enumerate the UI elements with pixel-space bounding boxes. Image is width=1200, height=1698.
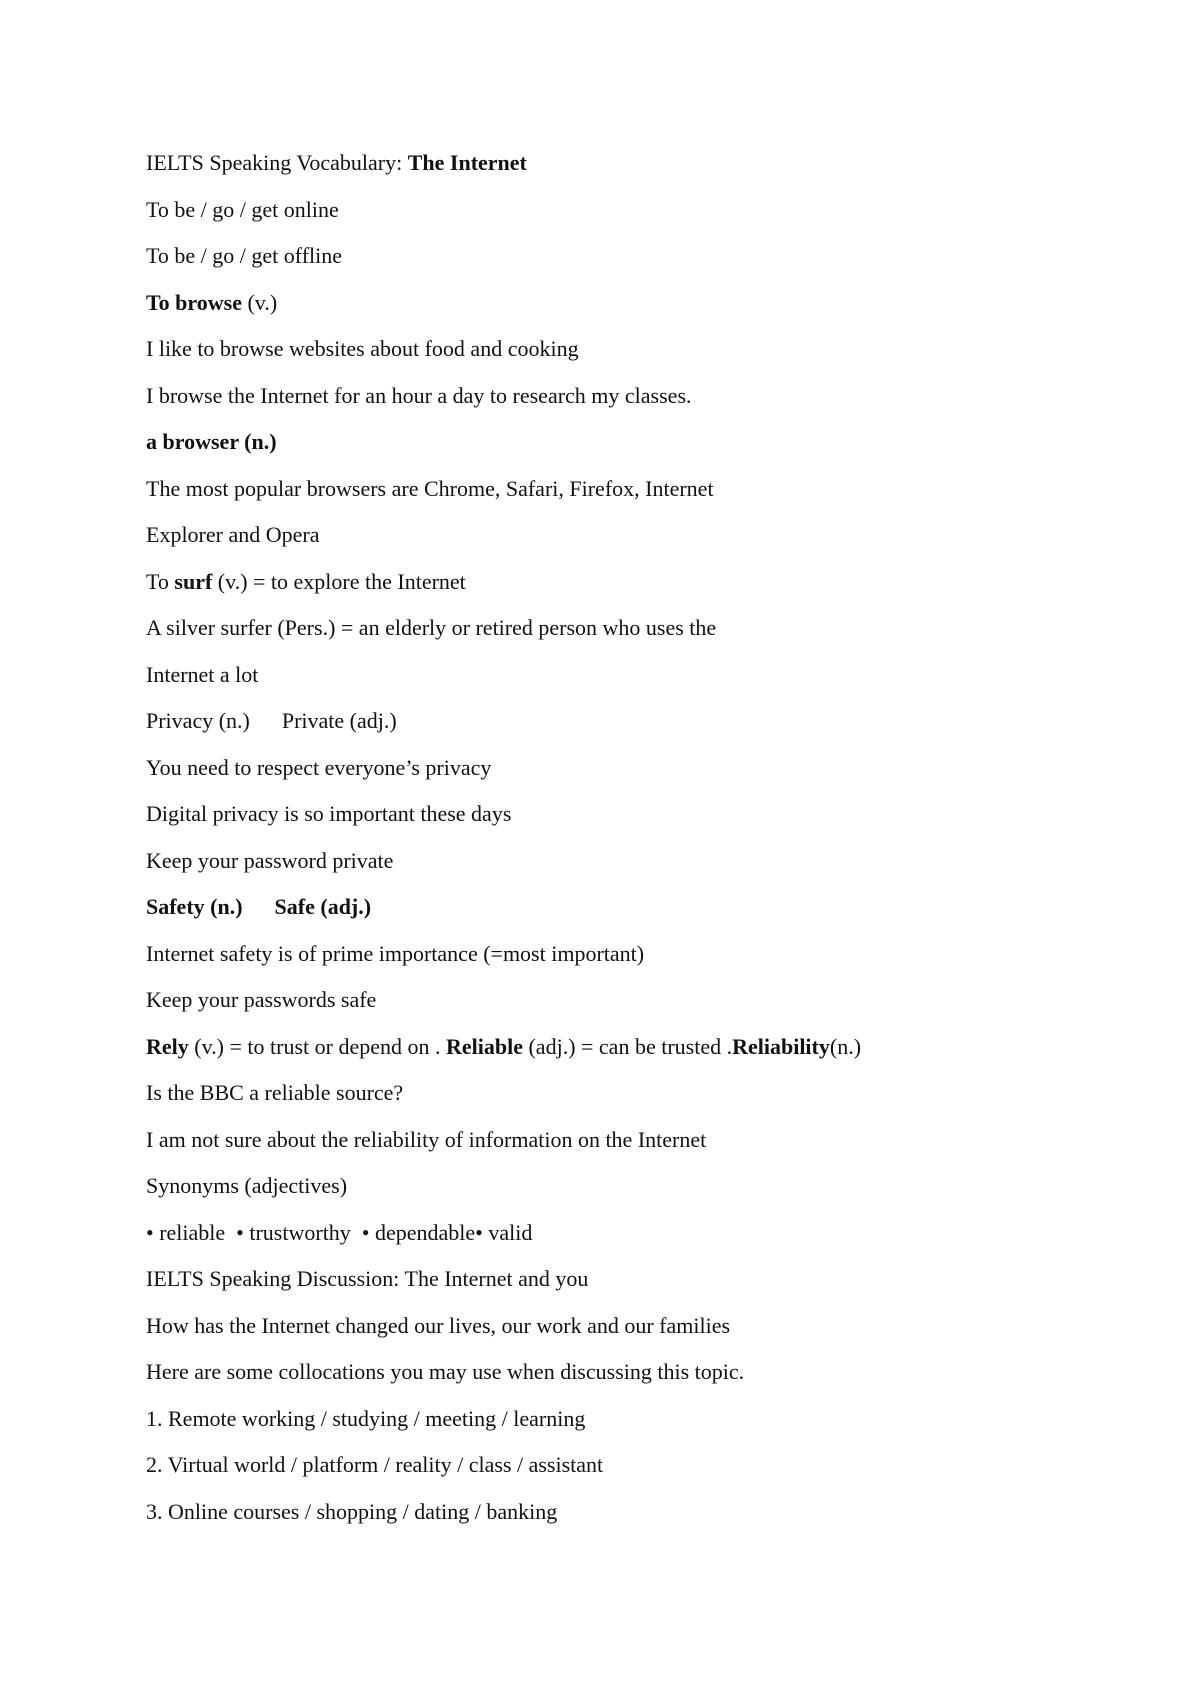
- document-title: [146, 140, 1146, 187]
- synonyms-heading: Synonyms (adjectives): [146, 1173, 348, 1198]
- example-line: Digital privacy is so important these days: [146, 801, 512, 826]
- surf-definition: (v.) = to explore the Internet: [212, 568, 466, 594]
- private-adj: Private (adj.): [281, 708, 397, 733]
- reliability-text: (n.): [829, 1033, 862, 1059]
- list-item: 2. Virtual world / platform / reality / class / assistant: [146, 1452, 604, 1477]
- title-bold: The Internet: [407, 150, 527, 175]
- title-prefix: IELTS Speaking Vocabulary:: [146, 150, 408, 175]
- term-browser: a browser (n.): [146, 429, 277, 454]
- definition-line: A silver surfer (Pers.) = an elderly or retired person who uses the: [146, 615, 717, 640]
- example-line: I browse the Internet for an hour a day to research my classes.: [146, 382, 692, 408]
- example-line: Is the BBC a reliable source?: [146, 1080, 404, 1105]
- term-bold: surf: [174, 568, 213, 594]
- term-surf: [146, 559, 1146, 606]
- reliability-bold: Reliability: [732, 1033, 830, 1059]
- text-line: To be / go / get offline: [146, 243, 343, 268]
- surf-prefix: To: [146, 568, 175, 594]
- privacy-noun: Privacy (n.): [146, 708, 250, 733]
- example-line: Keep your passwords safe: [146, 987, 377, 1012]
- synonyms-list: • reliable • trustworthy • dependable• valid: [146, 1219, 533, 1245]
- example-line: I am not sure about the reliability of information on the Internet: [146, 1126, 707, 1152]
- text-line: To be / go / get online: [146, 196, 339, 222]
- example-line: Internet safety is of prime importance (=most important): [146, 940, 645, 966]
- document-page: [146, 140, 1146, 1535]
- term-bold: To browse: [146, 289, 242, 315]
- term-pos: (v.): [241, 289, 278, 315]
- example-line: The most popular browsers are Chrome, Safari, Firefox, Internet: [146, 475, 714, 501]
- safe-adj: Safe (adj.): [274, 894, 372, 919]
- collocations-intro: Here are some collocations you may use when discussing this topic.: [146, 1359, 745, 1384]
- rely-bold: Rely: [146, 1033, 189, 1059]
- example-line: I like to browse websites about food and cooking: [146, 336, 579, 361]
- example-line: Explorer and Opera: [146, 522, 320, 547]
- rely-text: (v.) = to trust or depend on .: [188, 1033, 446, 1059]
- discussion-question: How has the Internet changed our lives, our work and our families: [146, 1312, 731, 1338]
- term-rely: [146, 1024, 1146, 1071]
- term-safety: [146, 884, 1146, 931]
- definition-line: Internet a lot: [146, 661, 259, 687]
- term-browse: [146, 280, 1146, 327]
- safety-noun: Safety (n.): [146, 894, 243, 919]
- reliable-text: (adj.) = can be trusted .: [522, 1033, 733, 1059]
- list-item: 3. Online courses / shopping / dating / banking: [146, 1498, 558, 1524]
- example-line: You need to respect everyone’s privacy: [146, 754, 492, 780]
- list-item: 1. Remote working / studying / meeting / learning: [146, 1405, 586, 1431]
- example-line: Keep your password private: [146, 847, 394, 873]
- term-privacy: [146, 698, 1146, 745]
- reliable-bold: Reliable: [445, 1033, 523, 1059]
- discussion-heading: IELTS Speaking Discussion: The Internet and you: [146, 1266, 589, 1291]
